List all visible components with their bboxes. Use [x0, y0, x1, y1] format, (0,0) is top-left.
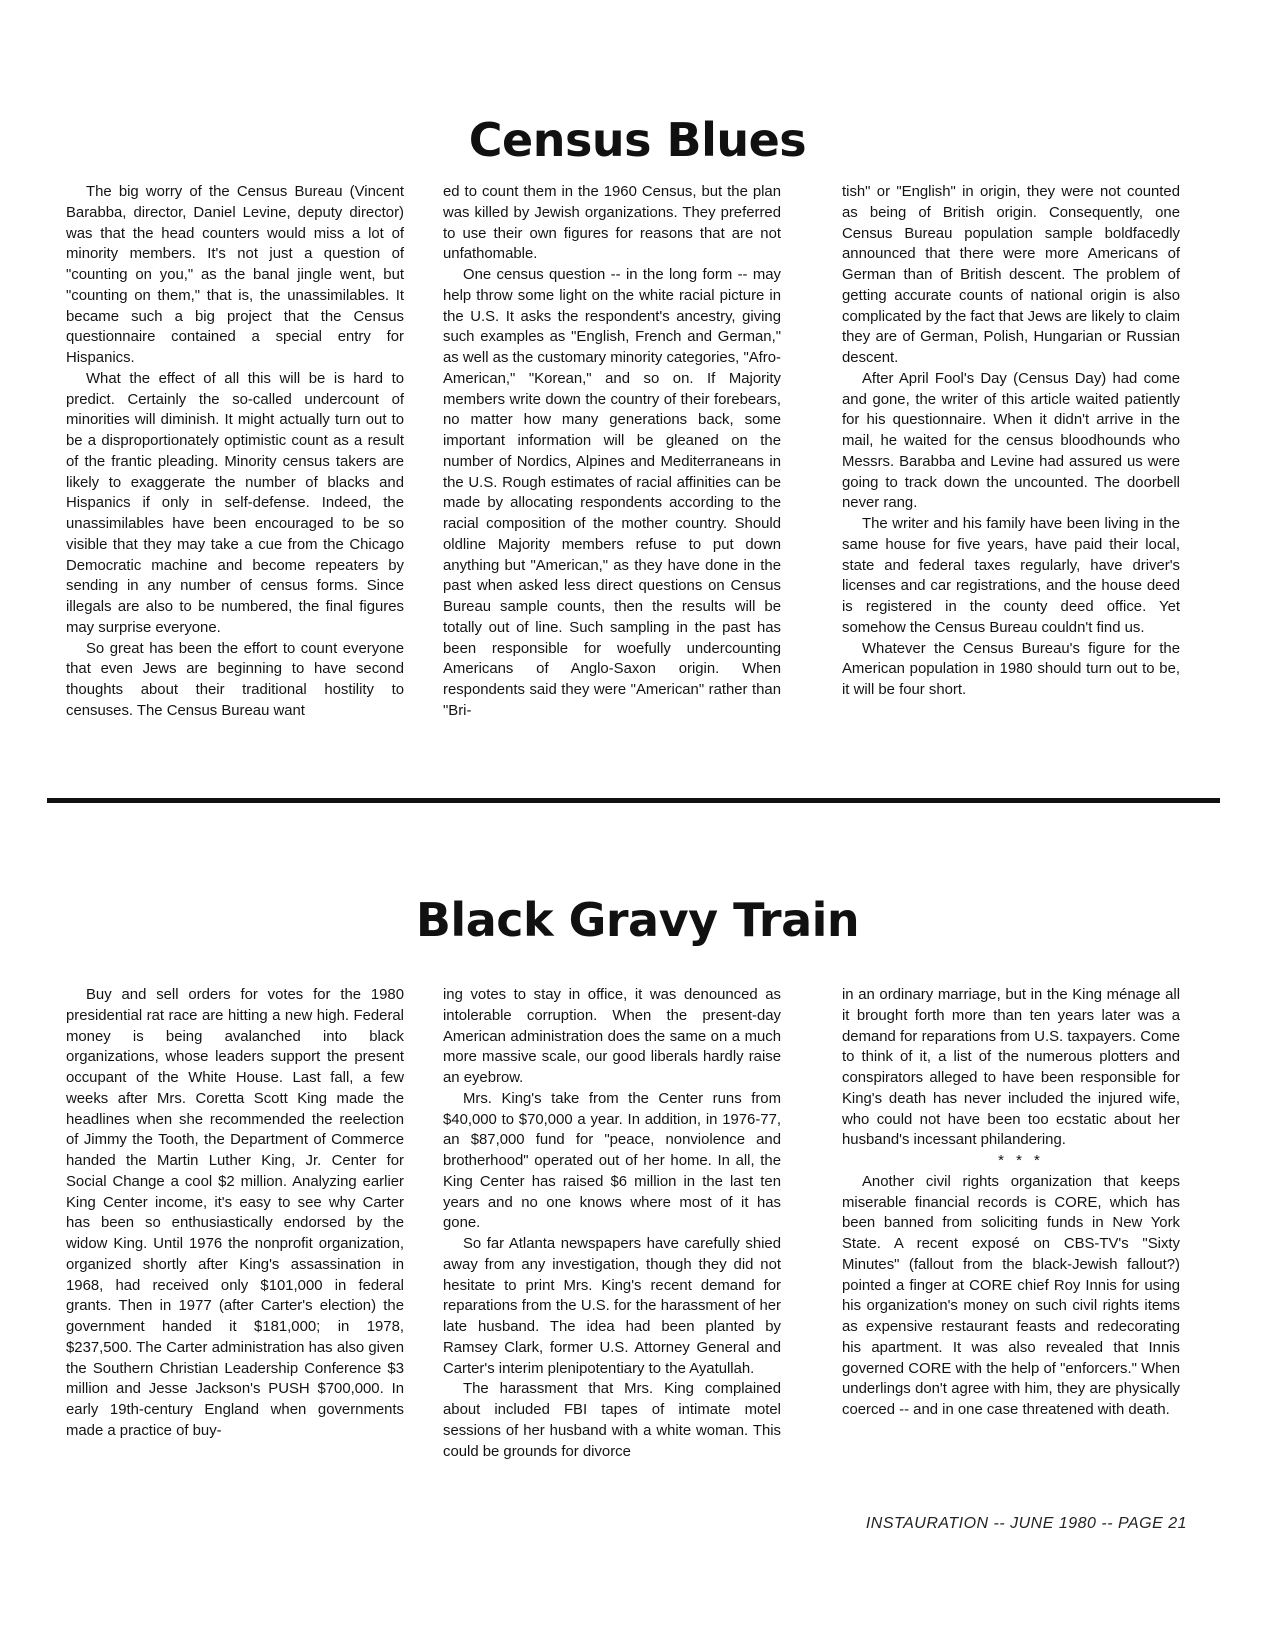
paragraph: The harassment that Mrs. King complained about included FBI tapes of intimate motel sessions of her husband with a white woman. This could be grounds for divorce	[443, 1381, 781, 1460]
article-divider-rule	[47, 798, 1220, 803]
article1-column-1	[66, 182, 404, 722]
article1-column-2	[443, 182, 781, 722]
page-footer: INSTAURATION -- JUNE 1980 -- PAGE 21	[865, 1515, 1187, 1532]
article2-column-3	[842, 985, 1180, 1421]
paragraph-continued: in an ordinary marriage, but in the King ménage all it brought forth more than ten years later was a demand for reparations from U.S. taxpayers. Come to think of it, a list of the numerous plotters and conspirators alleged to have been responsible for King's death has never included the injured wife, who could not have been too ecstatic about her husband's incessant philandering.	[842, 987, 1180, 1149]
paragraph-continued: ed to count them in the 1960 Census, but the plan was killed by Jewish organizations. They preferred to use their own figures for reasons that are not unfathomable.	[443, 184, 781, 263]
section-separator: * * *	[998, 1153, 1044, 1169]
paragraph: One census question -- in the long form -- may help throw some light on the white racial picture in the U.S. It asks the respondent's ancestry, giving such examples as "English, French and German," as well as the customary minority categories, "Afro-American," "Korean," and so on. If Majority members write down the country of their forebears, no matter how many generations back, some important information will be gleaned on the number of Nordics, Alpines and Mediterraneans in the U.S. Rough estimates of racial affinities can be made by allocating respondents according to the racial composition of the mother country. Should oldline Majority members refuse to put down anything but "American," as they have done in the past when asked less direct questions on Census Bureau sample counts, then the results will be totally out of line. Such sampling in the past has been responsible for woefully undercounting Americans of Anglo-Saxon origin. When respondents said they were "American" rather than "Bri-	[443, 267, 781, 719]
paragraph: After April Fool's Day (Census Day) had come and gone, the writer of this article waited patiently for his questionnaire. When it didn't arrive in the mail, he waited for the census bloodhounds who Messrs. Barabba and Levine had assured us were going to track down the uncounted. The doorbell never rang.	[842, 370, 1180, 512]
paragraph: The writer and his family have been living in the same house for five years, have paid their local, state and federal taxes regularly, have driver's licenses and car registrations, and the house deed is registered in the county deed office. Yet somehow the Census Bureau couldn't find us.	[842, 516, 1180, 636]
paragraph: What the effect of all this will be is hard to predict. Certainly the so-called undercount of minorities will diminish. It might actually turn out to be a disproportionately optimistic count as a result of the frantic pleading. Minority census takers are likely to exaggerate the number of blacks and Hispanics if only in self-defense. Indeed, the unassimilables have been encouraged to be so visible that they may take a cue from the Chicago Democratic machine and become repeaters by sending in any number of census forms. Since illegals are also to be numbered, the final figures may surprise everyone.	[66, 370, 404, 636]
paragraph: Mrs. King's take from the Center runs from $40,000 to $70,000 a year. In addition, in 1976-77, an $87,000 fund for "peace, nonviolence and brotherhood" operated out of her home. In all, the King Center has raised $6 million in the last ten years and no one knows where most of it has gone.	[443, 1090, 781, 1232]
article2-column-2	[443, 985, 781, 1462]
paragraph-continued: tish" or "English" in origin, they were not counted as being of British origin. Consequently, one Census Bureau population sample boldfacedly announced that there were more Americans of German than of British descent. The problem of getting accurate counts of national origin is also complicated by the fact that Jews are likely to claim they are of German, Polish, Hungarian or Russian descent.	[842, 184, 1180, 366]
paragraph: The big worry of the Census Bureau (Vincent Barabba, director, Daniel Levine, deputy director) was that the head counters would miss a lot of minority members. It's not just a question of "counting on you," as the banal jingle went, but "counting on them," that is, the unassimilables. It became such a big project that the Census questionnaire contained a special entry for Hispanics.	[66, 184, 404, 366]
paragraph: So great has been the effort to count everyone that even Jews are beginning to have second thoughts about their traditional hostility to censuses. The Census Bureau want	[66, 640, 404, 719]
paragraph: Buy and sell orders for votes for the 1980 presidential rat race are hitting a new high. Federal money is being avalanched into black organizations, whose leaders support the present occupant of the White House. Last fall, a few weeks after Mrs. Coretta Scott King made the headlines when she recommended the reelection of Jimmy the Tooth, the Department of Commerce handed the Martin Luther King, Jr. Center for Social Change a cool $2 million. Analyzing earlier King Center income, it's easy to see why Carter has been so enthusiastically endorsed by the widow King. Until 1976 the nonprofit organization, organized shortly after King's assassination in 1968, had received only $101,000 in federal grants. Then in 1977 (after Carter's election) the government handed it $181,000; in 1978, $237,500. The Carter administration has also given the Southern Christian Leadership Conference $3 million and Jesse Jackson's PUSH $700,000. In early 19th-century England when governments made a practice of buy-	[66, 987, 404, 1439]
paragraph: So far Atlanta newspapers have carefully shied away from any investigation, though they did not hesitate to print Mrs. King's recent demand for reparations from the U.S. for the harassment of her late husband. The idea had been planted by Ramsey Clark, former U.S. Attorney General and Carter's interim plenipotentiary to the Ayatullah.	[443, 1236, 781, 1377]
paragraph: Another civil rights organization that keeps miserable financial records is CORE, which has been banned from soliciting funds in New York State. A recent exposé on CBS-TV's "Sixty Minutes" (fallout from the black-Jewish fallout?) pointed a finger at CORE chief Roy Innis for using his organization's money on such civil rights items as expensive restaurant feasts and redecorating his apartment. It was also revealed that Innis governed CORE with the help of "enforcers." When underlings don't agree with him, they are physically coerced -- and in one case threatened with death.	[842, 1173, 1180, 1418]
article2-column-1	[66, 985, 404, 1442]
headline-census-blues: Census Blues	[468, 113, 807, 167]
paragraph-continued: ing votes to stay in office, it was denounced as intolerable corruption. When the present-day American administration does the same on a much more massive scale, our good liberals hardly raise an eyebrow.	[443, 987, 781, 1086]
headline-black-gravy-train: Black Gravy Train	[415, 893, 860, 947]
paragraph: Whatever the Census Bureau's figure for the American population in 1980 should turn out to be, it will be four short.	[842, 640, 1180, 698]
article1-column-3	[842, 182, 1180, 701]
